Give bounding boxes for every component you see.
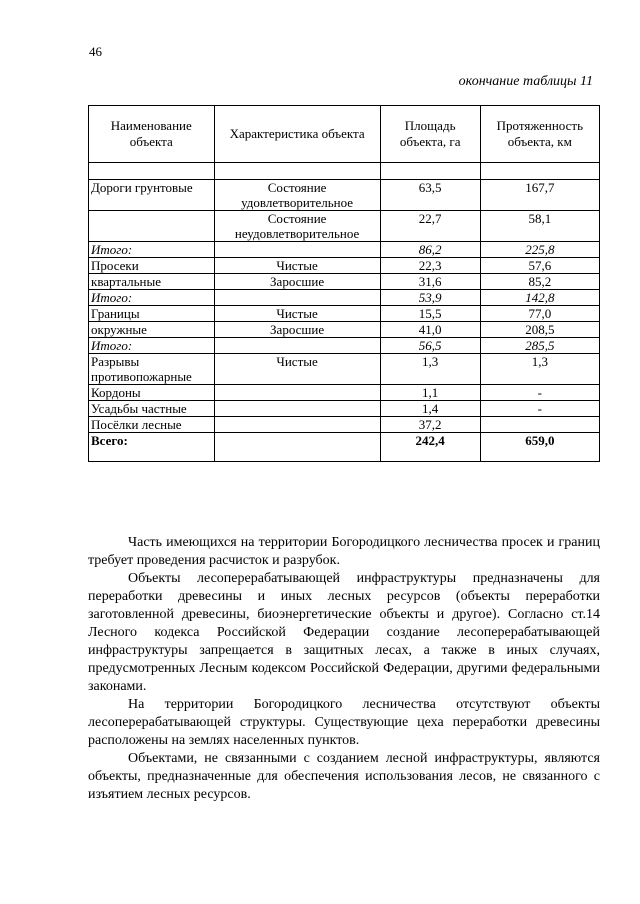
- cell-length: 57,6: [480, 258, 599, 274]
- cell-name: Кордоны: [89, 385, 215, 401]
- cell-name: Усадьбы частные: [89, 401, 215, 417]
- cell-length: 167,7: [480, 180, 599, 211]
- cell-characteristic: [214, 290, 380, 306]
- table-row: [89, 306, 600, 322]
- paragraph: На территории Богородицкого лесничества отсутствуют объекты лесоперерабатывающей структуры. Существующие цеха переработки древесины расположены на землях населенных пунктов.: [88, 697, 600, 748]
- paragraph: Часть имеющихся на территории Богородицкого лесничества просек и границ требует проведения расчисток и разрубок.: [88, 535, 600, 568]
- cell-area: 1,1: [380, 385, 480, 401]
- cell-length: 225,8: [480, 242, 599, 258]
- cell-area: 15,5: [380, 306, 480, 322]
- table-row-subtotal: [89, 338, 600, 354]
- cell-characteristic: [214, 338, 380, 354]
- table-row-subtotal: [89, 290, 600, 306]
- table-row-total: [89, 433, 600, 462]
- cell-characteristic: [214, 401, 380, 417]
- table-row: [89, 385, 600, 401]
- header-length: Протяженность объекта, км: [480, 106, 599, 163]
- body-text: [88, 534, 600, 804]
- table-row: [89, 354, 600, 385]
- table-row: [89, 274, 600, 290]
- cell-area: 86,2: [380, 242, 480, 258]
- cell-length: 285,5: [480, 338, 599, 354]
- table-caption: окончание таблицы 11: [458, 74, 593, 89]
- cell-name: Дороги грунтовые: [89, 180, 215, 211]
- cell-length: -: [480, 401, 599, 417]
- cell-name: Посёлки лесные: [89, 417, 215, 433]
- cell-length: 659,0: [480, 433, 599, 462]
- cell-name: Границы: [89, 306, 215, 322]
- cell-name: Просеки: [89, 258, 215, 274]
- cell-characteristic: Чистые: [214, 258, 380, 274]
- cell-characteristic: [214, 385, 380, 401]
- cell-length: 77,0: [480, 306, 599, 322]
- cell-length: 208,5: [480, 322, 599, 338]
- cell-name: Разрывы противопожарные: [89, 354, 215, 385]
- cell-length: [480, 417, 599, 433]
- cell-area: 63,5: [380, 180, 480, 211]
- cell-characteristic: Состояние неудовлетворительное: [214, 211, 380, 242]
- cell-area: 37,2: [380, 417, 480, 433]
- cell-area: 22,3: [380, 258, 480, 274]
- cell-length: 85,2: [480, 274, 599, 290]
- cell-characteristic: Чистые: [214, 306, 380, 322]
- cell-length: 142,8: [480, 290, 599, 306]
- cell-name: Итого:: [89, 338, 215, 354]
- cell-length: 58,1: [480, 211, 599, 242]
- header-characteristic: Характеристика объекта: [214, 106, 380, 163]
- cell-characteristic: Чистые: [214, 354, 380, 385]
- cell-area: 53,9: [380, 290, 480, 306]
- table-row: [89, 401, 600, 417]
- cell-characteristic: Заросшие: [214, 322, 380, 338]
- cell-name: Итого:: [89, 290, 215, 306]
- cell-characteristic: [214, 433, 380, 462]
- cell-length: -: [480, 385, 599, 401]
- cell-name: окружные: [89, 322, 215, 338]
- cell-area: 1,4: [380, 401, 480, 417]
- page-number: 46: [89, 44, 102, 59]
- cell-name: квартальные: [89, 274, 215, 290]
- table-row: [89, 258, 600, 274]
- cell-area: 22,7: [380, 211, 480, 242]
- cell-length: 1,3: [480, 354, 599, 385]
- table-row: [89, 322, 600, 338]
- cell-name: Всего:: [89, 433, 215, 462]
- table-spacer-row: [89, 163, 600, 180]
- cell-characteristic: [214, 242, 380, 258]
- header-object-name: Наименование объекта: [89, 106, 215, 163]
- paragraph: Объектами, не связанными с созданием лесной инфраструктуры, являются объекты, предназначенные для обеспечения использования лесов, не связанного с изъятием лесных ресурсов.: [88, 751, 600, 802]
- table-row: [89, 417, 600, 433]
- cell-area: 242,4: [380, 433, 480, 462]
- cell-area: 31,6: [380, 274, 480, 290]
- table-header-row: [89, 106, 600, 163]
- cell-characteristic: [214, 417, 380, 433]
- cell-characteristic: Заросшие: [214, 274, 380, 290]
- cell-name: Итого:: [89, 242, 215, 258]
- table-row: [89, 180, 600, 211]
- paragraph: Объекты лесоперерабатывающей инфраструктуры предназначены для переработки древесины и иных лесных ресурсов (объекты переработки заготовленной древесины, биоэнергетические объекты и другое). Согласно ст.14 Лесного кодекса Российской Федерации создание лесоперерабатывающей инфраструктуры запрещается в защитных лесах, а также в иных случаях, предусмотренных Лесным кодексом Российской Федерации, другими федеральными законами.: [88, 571, 600, 694]
- header-area: Площадь объекта, га: [380, 106, 480, 163]
- cell-area: 41,0: [380, 322, 480, 338]
- cell-area: 1,3: [380, 354, 480, 385]
- table-row-subtotal: [89, 242, 600, 258]
- cell-area: 56,5: [380, 338, 480, 354]
- cell-name: [89, 211, 215, 242]
- infrastructure-table: [88, 105, 600, 462]
- cell-characteristic: Состояние удовлетворительное: [214, 180, 380, 211]
- table-row: [89, 211, 600, 242]
